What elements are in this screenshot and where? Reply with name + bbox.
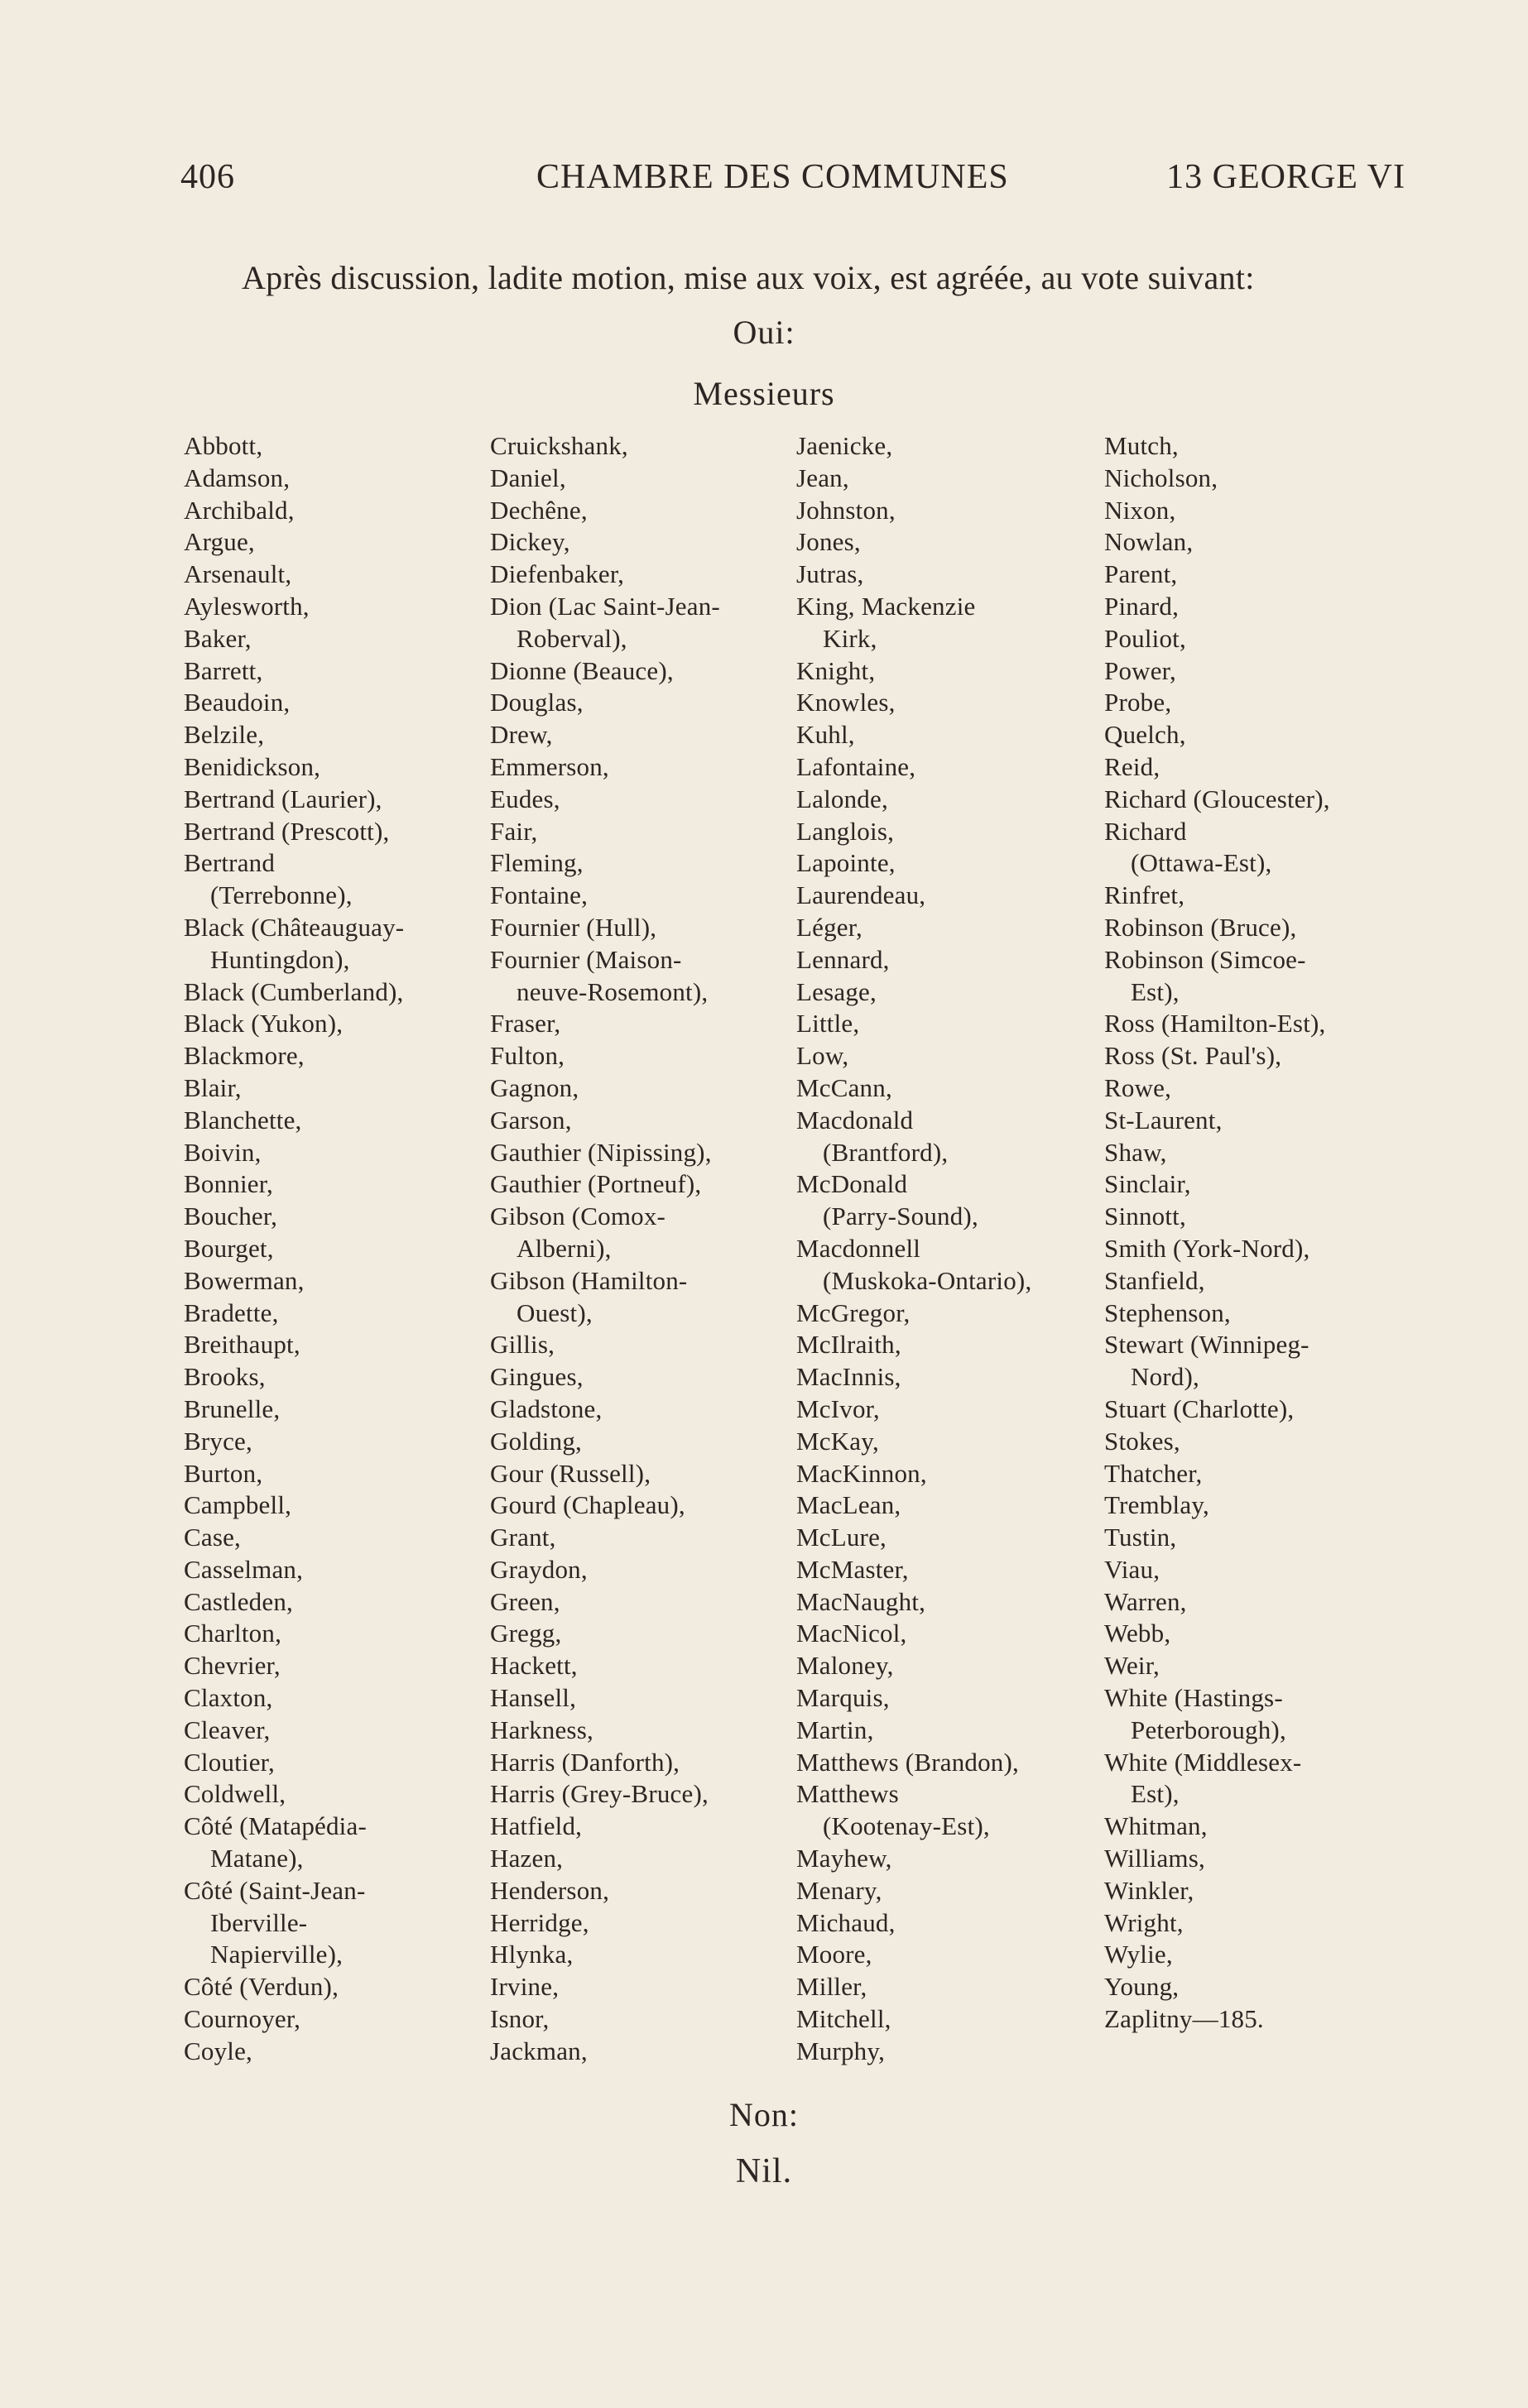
member-name: Ouest), [517, 1298, 593, 1327]
member-name: Gladstone, [490, 1393, 603, 1423]
member-name: McIvor, [796, 1393, 880, 1423]
member-name: Johnston, [796, 495, 896, 525]
member-name: Boucher, [184, 1202, 278, 1231]
member-name: Drew, [490, 720, 553, 750]
member-name: Tustin, [1104, 1523, 1177, 1552]
member-name: Kirk, [823, 623, 877, 653]
member-name: Mayhew, [796, 1844, 892, 1873]
member-name: Thatcher, [1104, 1458, 1203, 1488]
member-name: Brunelle, [184, 1393, 281, 1423]
member-name: Langlois, [796, 816, 895, 846]
member-name: Harris (Danforth), [490, 1747, 680, 1777]
member-name: Knowles, [796, 688, 896, 717]
member-name: Henderson, [490, 1875, 610, 1905]
member-name: Hazen, [490, 1844, 564, 1873]
member-name: Blair, [184, 1072, 242, 1102]
member-name: Bertrand (Laurier), [184, 784, 382, 813]
yeas-list [0, 430, 1528, 2077]
member-name: Menary, [796, 1875, 882, 1905]
member-name: Nowlan, [1104, 527, 1194, 557]
member-name: Mutch, [1104, 431, 1179, 460]
member-name: Gour (Russell), [490, 1458, 651, 1488]
member-name: Bourget, [184, 1233, 274, 1263]
member-name: Hatfield, [490, 1811, 583, 1841]
member-name: Gauthier (Nipissing), [490, 1137, 712, 1167]
member-name: Boivin, [184, 1137, 262, 1167]
page-number: 406 [180, 158, 235, 196]
member-name: neuve-Rosemont), [517, 976, 709, 1006]
member-name: Chevrier, [184, 1651, 281, 1681]
member-name: Richard [1104, 816, 1187, 846]
member-name: Zaplitny—185. [1104, 2004, 1264, 2034]
member-name: Macdonnell [796, 1233, 921, 1263]
member-name: (Muskoka-Ontario), [823, 1265, 1032, 1295]
member-name: Cruickshank, [490, 431, 628, 460]
member-name: Bryce, [184, 1426, 252, 1456]
member-name: Williams, [1104, 1844, 1205, 1873]
member-name: Isnor, [490, 2004, 550, 2034]
member-name: McDonald [796, 1169, 908, 1199]
member-name: Stephenson, [1104, 1298, 1231, 1327]
member-name: Jutras, [796, 559, 864, 589]
member-name: Arsenault, [184, 559, 292, 589]
member-name: Power, [1104, 655, 1176, 685]
member-name: Diefenbaker, [490, 559, 625, 589]
member-name: Black (Cumberland), [184, 976, 404, 1006]
member-name: Winkler, [1104, 1875, 1194, 1905]
member-name: Lennard, [796, 944, 890, 974]
member-name: Peterborough), [1131, 1715, 1286, 1744]
member-name: Rinfret, [1104, 880, 1185, 910]
member-name: Sinclair, [1104, 1169, 1191, 1199]
member-name: Nord), [1131, 1362, 1199, 1392]
member-name: Golding, [490, 1426, 582, 1456]
member-name: (Brantford), [823, 1137, 949, 1167]
member-name: Dickey, [490, 527, 570, 557]
name-column-3 [796, 430, 1111, 2068]
member-name: Daniel, [490, 463, 566, 492]
member-name: Jones, [796, 527, 861, 557]
member-name: Gillis, [490, 1330, 555, 1360]
member-name: Smith (York-Nord), [1104, 1233, 1310, 1263]
member-name: Black (Yukon), [184, 1009, 344, 1039]
member-name: Bertrand (Prescott), [184, 816, 390, 846]
member-name: Murphy, [796, 2036, 886, 2065]
member-name: Est), [1131, 1779, 1180, 1809]
member-name: Fournier (Hull), [490, 912, 657, 942]
member-name: MacInnis, [796, 1362, 901, 1392]
member-name: Lapointe, [796, 848, 896, 878]
member-name: Dechêne, [490, 495, 588, 525]
member-name: Fontaine, [490, 880, 589, 910]
member-name: Dionne (Beauce), [490, 655, 674, 685]
member-name: Black (Châteauguay- [184, 912, 405, 942]
name-column-1 [184, 430, 498, 2068]
member-name: Coldwell, [184, 1779, 286, 1809]
member-name: Garson, [490, 1105, 572, 1134]
member-name: Casselman, [184, 1554, 304, 1584]
member-name: Gagnon, [490, 1072, 579, 1102]
member-name: Viau, [1104, 1554, 1160, 1584]
member-name: Miller, [796, 1972, 867, 2002]
member-name: McGregor, [796, 1298, 911, 1327]
member-name: Stewart (Winnipeg- [1104, 1330, 1309, 1360]
yeas-heading: Oui: [733, 314, 795, 351]
member-name: McCann, [796, 1072, 892, 1102]
member-name: Sinnott, [1104, 1202, 1186, 1231]
member-name: Claxton, [184, 1683, 273, 1713]
member-name: McLure, [796, 1523, 887, 1552]
member-name: Harkness, [490, 1715, 593, 1744]
member-name: Gingues, [490, 1362, 584, 1392]
member-name: Marquis, [796, 1683, 890, 1713]
member-name: Shaw, [1104, 1137, 1167, 1167]
member-name: Napierville), [210, 1940, 344, 1969]
member-name: Adamson, [184, 463, 291, 492]
member-name: Parent, [1104, 559, 1178, 589]
member-name: Breithaupt, [184, 1330, 300, 1360]
member-name: Mitchell, [796, 2004, 891, 2034]
member-name: Côté (Saint-Jean- [184, 1875, 366, 1905]
member-name: Martin, [796, 1715, 874, 1744]
member-name: McIlraith, [796, 1330, 901, 1360]
member-name: Harris (Grey-Bruce), [490, 1779, 709, 1809]
member-name: (Kootenay-Est), [823, 1811, 990, 1841]
member-name: (Ottawa-Est), [1131, 848, 1272, 878]
member-name: Alberni), [517, 1233, 612, 1263]
member-name: Abbott, [184, 431, 263, 460]
member-name: Webb, [1104, 1619, 1171, 1648]
member-name: Bradette, [184, 1298, 279, 1327]
name-column-4 [1104, 430, 1419, 2036]
member-name: Michaud, [796, 1907, 896, 1937]
member-name: Argue, [184, 527, 255, 557]
member-name: Robinson (Simcoe- [1104, 944, 1306, 974]
member-name: Fulton, [490, 1041, 565, 1071]
member-name: Gibson (Hamilton- [490, 1265, 688, 1295]
member-name: Bertrand [184, 848, 276, 878]
member-name: Little, [796, 1009, 860, 1039]
member-name: Fraser, [490, 1009, 561, 1039]
page-header [0, 157, 1528, 207]
member-name: Blanchette, [184, 1105, 302, 1134]
member-name: Bowerman, [184, 1265, 305, 1295]
member-name: Gregg, [490, 1619, 562, 1648]
member-name: Green, [490, 1586, 560, 1616]
member-name: MacKinnon, [796, 1458, 927, 1488]
member-name: Ross (Hamilton-Est), [1104, 1009, 1326, 1039]
member-name: Richard (Gloucester), [1104, 784, 1330, 813]
motion-result-text: Après discussion, ladite motion, mise aux voix, est agréée, au vote suivant: [242, 259, 1255, 296]
member-name: Matane), [210, 1844, 304, 1873]
member-name: King, Mackenzie [796, 591, 976, 621]
member-name: Fournier (Maison- [490, 944, 682, 974]
member-name: Hansell, [490, 1683, 577, 1713]
member-name: (Terrebonne), [210, 880, 353, 910]
member-name: Iberville- [210, 1907, 308, 1937]
member-name: Benidickson, [184, 751, 321, 781]
member-name: McMaster, [796, 1554, 909, 1584]
member-name: Reid, [1104, 751, 1160, 781]
member-name: White (Hastings- [1104, 1683, 1283, 1713]
member-name: Weir, [1104, 1651, 1160, 1681]
regnal-year: 13 GEORGE VI [1166, 158, 1405, 196]
member-name: Stokes, [1104, 1426, 1180, 1456]
member-name: Young, [1104, 1972, 1180, 2002]
member-name: Stanfield, [1104, 1265, 1205, 1295]
member-name: Castleden, [184, 1586, 293, 1616]
member-name: Fair, [490, 816, 538, 846]
member-name: Rowe, [1104, 1072, 1172, 1102]
member-name: St-Laurent, [1104, 1105, 1223, 1134]
member-name: Eudes, [490, 784, 560, 813]
member-name: Matthews [796, 1779, 899, 1809]
member-name: Douglas, [490, 688, 584, 717]
member-name: Coyle, [184, 2036, 252, 2065]
member-name: Est), [1131, 976, 1180, 1006]
member-name: Warren, [1104, 1586, 1187, 1616]
member-name: Côté (Verdun), [184, 1972, 339, 2002]
messieurs-heading: Messieurs [693, 375, 835, 412]
member-name: Pouliot, [1104, 623, 1186, 653]
member-name: White (Middlesex- [1104, 1747, 1302, 1777]
member-name: Côté (Matapédia- [184, 1811, 367, 1841]
name-column-2 [490, 430, 805, 2068]
member-name: Cloutier, [184, 1747, 275, 1777]
member-name: Beaudoin, [184, 688, 291, 717]
member-name: Belzile, [184, 720, 265, 750]
member-name: Case, [184, 1523, 242, 1552]
member-name: Baker, [184, 623, 252, 653]
member-name: Blackmore, [184, 1041, 305, 1071]
member-name: Brooks, [184, 1362, 266, 1392]
member-name: Matthews (Brandon), [796, 1747, 1019, 1777]
nays-result: Nil. [735, 2152, 793, 2190]
member-name: Tremblay, [1104, 1490, 1209, 1520]
member-name: MacLean, [796, 1490, 901, 1520]
member-name: Lalonde, [796, 784, 888, 813]
member-name: Roberval), [517, 623, 627, 653]
member-name: Barrett, [184, 655, 263, 685]
member-name: Campbell, [184, 1490, 292, 1520]
member-name: Bonnier, [184, 1169, 273, 1199]
member-name: Moore, [796, 1940, 872, 1969]
member-name: Stuart (Charlotte), [1104, 1393, 1295, 1423]
member-name: MacNicol, [796, 1619, 907, 1648]
member-name: Grant, [490, 1523, 556, 1552]
member-name: Fleming, [490, 848, 584, 878]
member-name: Robinson (Bruce), [1104, 912, 1297, 942]
member-name: Emmerson, [490, 751, 609, 781]
member-name: Gauthier (Portneuf), [490, 1169, 702, 1199]
running-title: CHAMBRE DES COMMUNES [536, 158, 1009, 196]
member-name: Cleaver, [184, 1715, 271, 1744]
member-name: Nixon, [1104, 495, 1176, 525]
member-name: Nicholson, [1104, 463, 1218, 492]
member-name: Wylie, [1104, 1940, 1173, 1969]
member-name: McKay, [796, 1426, 879, 1456]
member-name: Kuhl, [796, 720, 855, 750]
member-name: Low, [796, 1041, 849, 1071]
member-name: Jackman, [490, 2036, 588, 2065]
member-name: Cournoyer, [184, 2004, 301, 2034]
member-name: Hlynka, [490, 1940, 574, 1969]
member-name: (Parry-Sound), [823, 1202, 978, 1231]
member-name: Wright, [1104, 1907, 1184, 1937]
member-name: Knight, [796, 655, 876, 685]
member-name: Lesage, [796, 976, 877, 1006]
member-name: Huntingdon), [210, 944, 350, 974]
member-name: Archibald, [184, 495, 295, 525]
member-name: Jean, [796, 463, 849, 492]
member-name: Aylesworth, [184, 591, 310, 621]
member-name: Burton, [184, 1458, 263, 1488]
member-name: Gourd (Chapleau), [490, 1490, 685, 1520]
member-name: Laurendeau, [796, 880, 926, 910]
member-name: Lafontaine, [796, 751, 916, 781]
nays-heading: Non: [729, 2096, 799, 2133]
member-name: Jaenicke, [796, 431, 893, 460]
member-name: Dion (Lac Saint-Jean- [490, 591, 720, 621]
member-name: Hackett, [490, 1651, 578, 1681]
member-name: Herridge, [490, 1907, 589, 1937]
member-name: Probe, [1104, 688, 1172, 717]
member-name: Gibson (Comox- [490, 1202, 666, 1231]
member-name: Pinard, [1104, 591, 1180, 621]
member-name: Graydon, [490, 1554, 588, 1584]
member-name: Irvine, [490, 1972, 560, 2002]
member-name: MacNaught, [796, 1586, 926, 1616]
member-name: Léger, [796, 912, 863, 942]
member-name: Macdonald [796, 1105, 914, 1134]
member-name: Charlton, [184, 1619, 282, 1648]
member-name: Maloney, [796, 1651, 894, 1681]
member-name: Whitman, [1104, 1811, 1208, 1841]
member-name: Quelch, [1104, 720, 1186, 750]
member-name: Ross (St. Paul's), [1104, 1041, 1282, 1071]
